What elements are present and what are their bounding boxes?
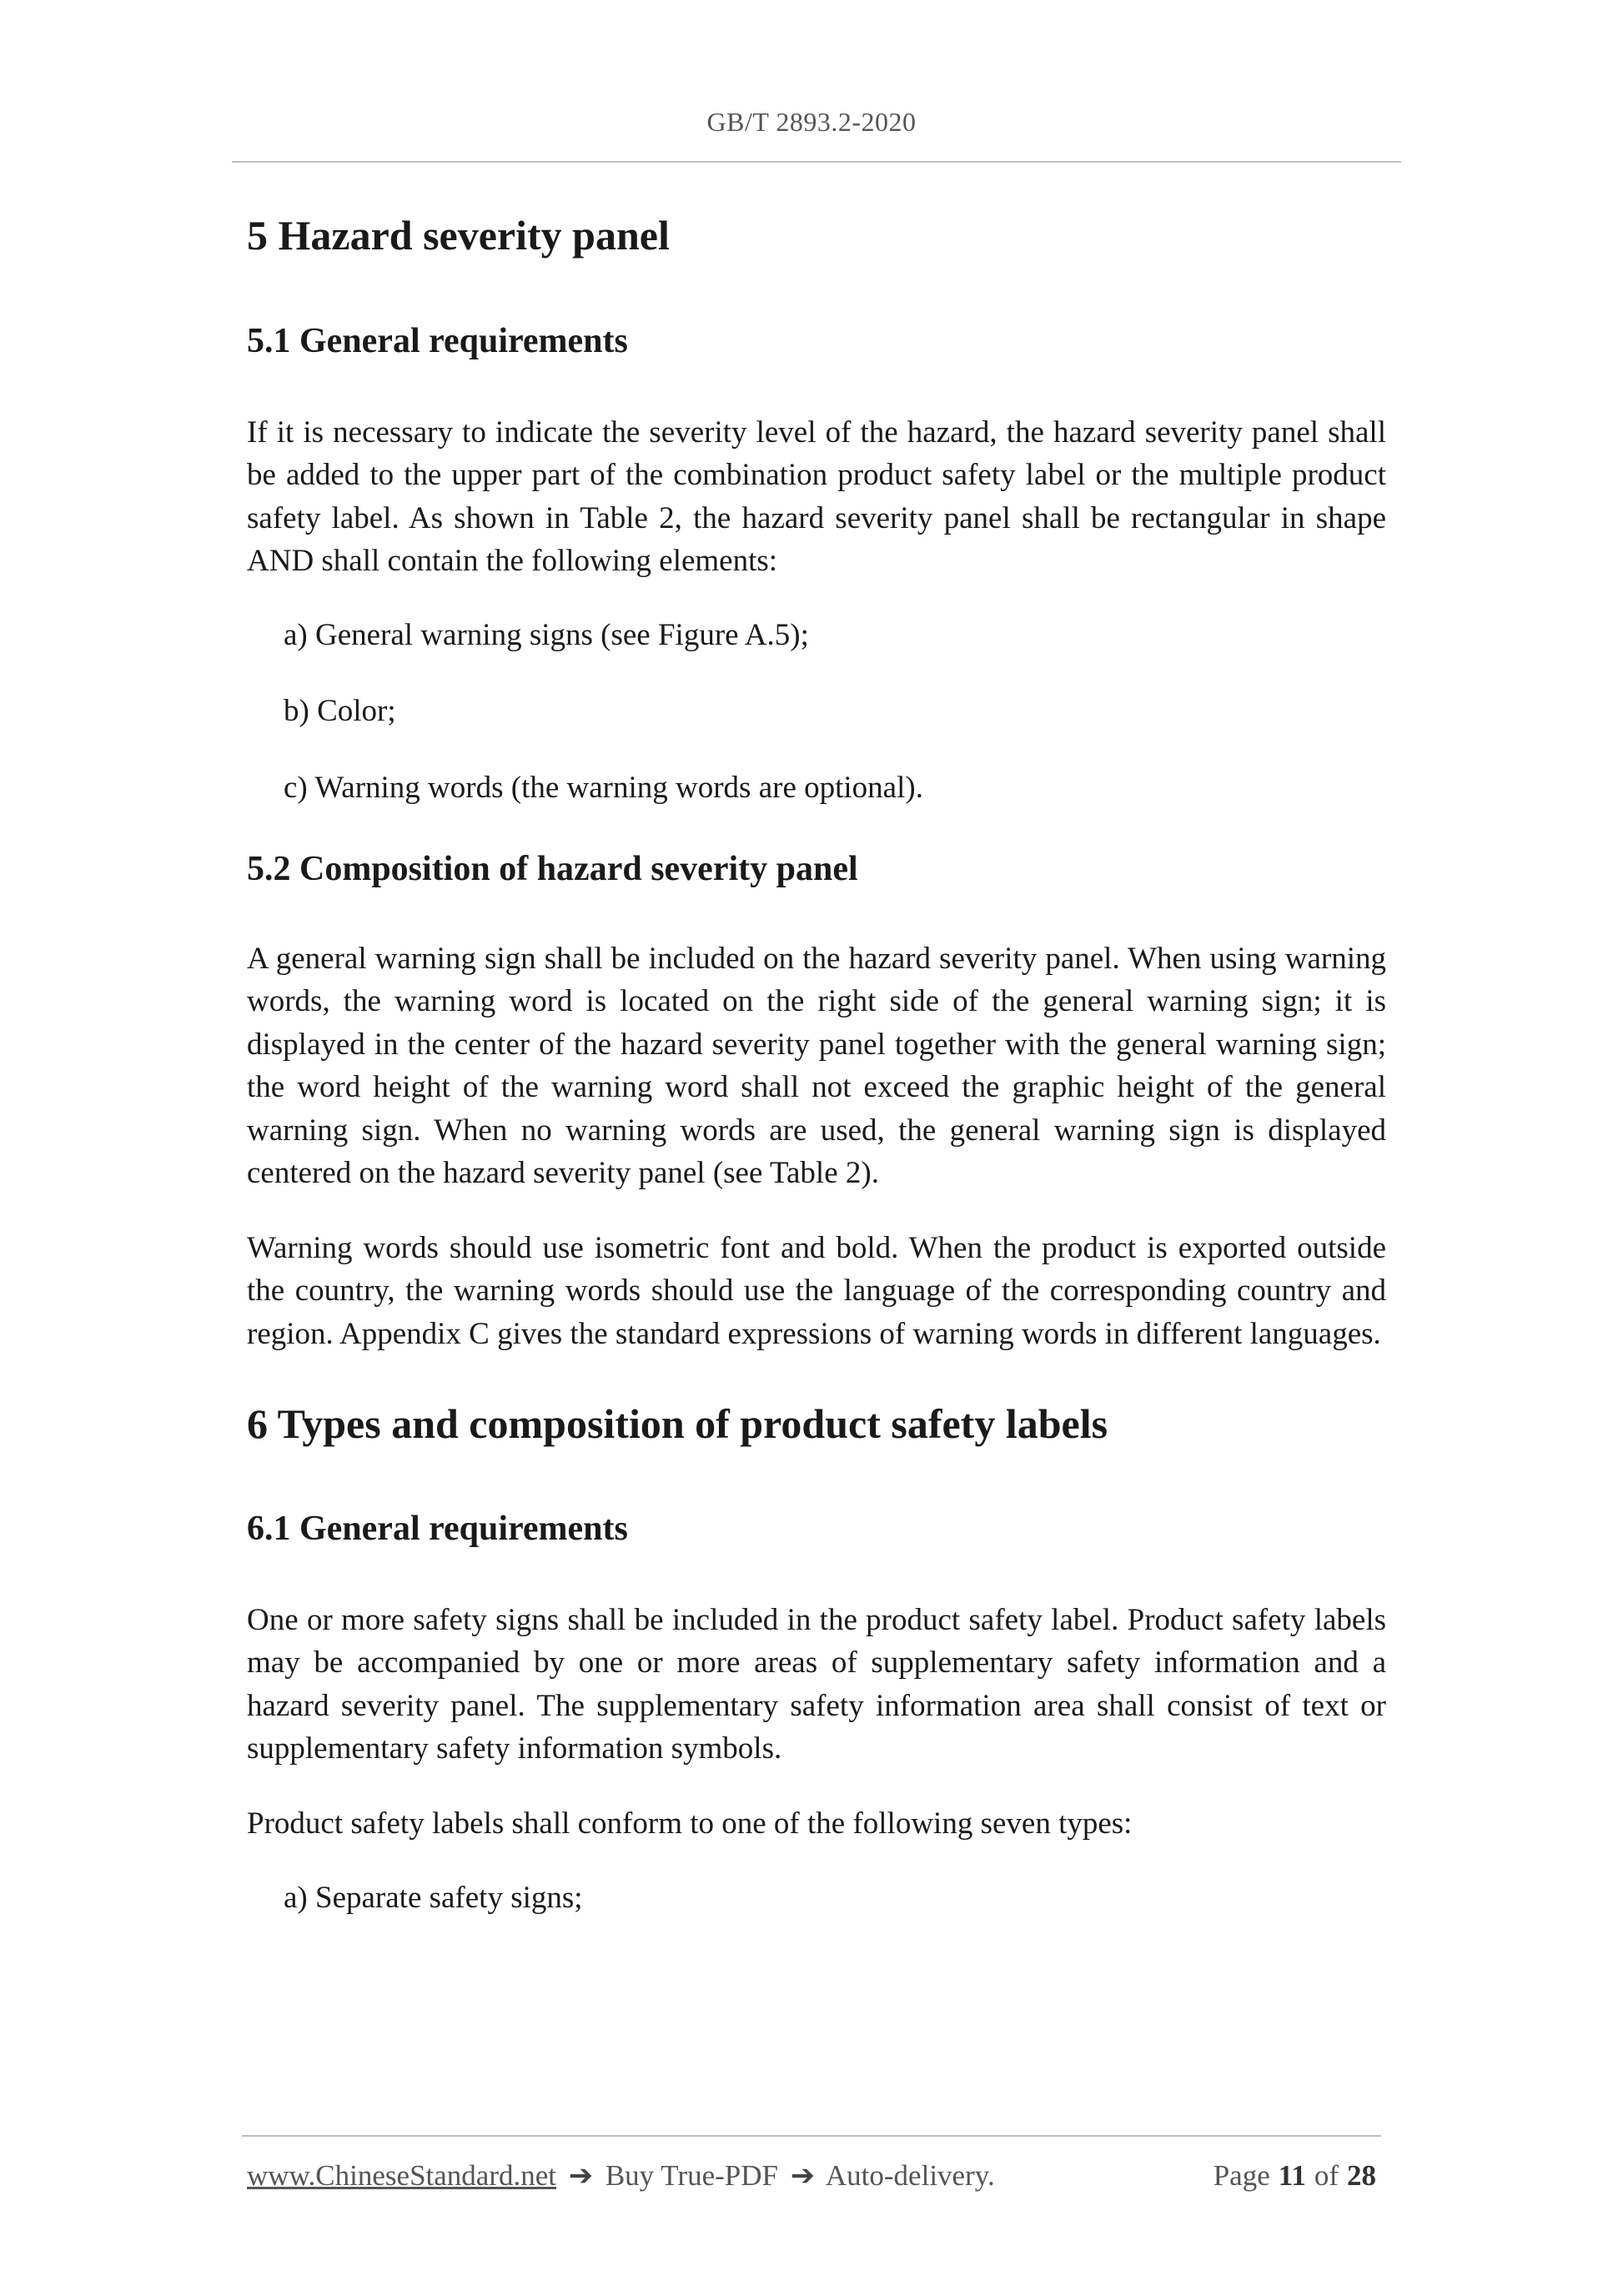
- section-5-2-paragraph-1: A general warning sign shall be included on the hazard severity panel. When using warning words, the warning word is located on the right side of the general warning sign; it is displayed in the center of the hazard severity panel together with the general warning sign; the word height of the warning word shall not exceed the graphic height of the general warning sign. When no warning words are used, the general warning sign is displayed centered on the hazard severity panel (see Table 2).: [247, 941, 1386, 1191]
- section-6-heading: 6 Types and composition of product safety labels: [247, 1400, 1108, 1448]
- list-item: c) Warning words (the warning words are optional).: [284, 770, 923, 805]
- document-body: [247, 208, 1386, 1920]
- total-pages: 28: [1347, 2159, 1376, 2192]
- section-6-1-heading: 6.1 General requirements: [247, 1510, 628, 1549]
- page-number: [1213, 2155, 1376, 2197]
- list-item: a) General warning signs (see Figure A.5);: [284, 617, 809, 652]
- arrow-right-icon: ➔: [790, 2159, 816, 2192]
- section-5-2-heading: 5.2 Composition of hazard severity panel: [247, 850, 858, 889]
- section-5-2-paragraph-2: Warning words should use isometric font and bold. When the product is exported outside the country, the warning words should use the language of the corresponding country and region. Appendix C gives the standard expressions of warning words in different languages.: [247, 1230, 1386, 1351]
- page-header: GB/T 2893.2-2020: [706, 107, 917, 137]
- website-link[interactable]: www.ChineseStandard.net: [247, 2159, 556, 2192]
- footer-divider: [242, 2135, 1381, 2137]
- section-5-heading: 5 Hazard severity panel: [247, 212, 670, 259]
- buy-pdf-text: Buy True-PDF: [605, 2159, 778, 2192]
- current-page: 11: [1278, 2159, 1306, 2192]
- section-5-1-paragraph: If it is necessary to indicate the severity level of the hazard, the hazard severity panel shall be added to the upper part of the combination product safety label or the multiple product safety label. As shown in Table 2, the hazard severity panel shall be rectangular in shape AND shall contain the following elements:: [247, 414, 1386, 579]
- footer-promo: [247, 2155, 995, 2197]
- section-5-1-heading: 5.1 General requirements: [247, 322, 628, 360]
- header-divider: [232, 161, 1401, 163]
- auto-delivery-text: Auto-delivery.: [825, 2159, 995, 2192]
- list-item: a) Separate safety signs;: [284, 1881, 583, 1916]
- list-item: b) Color;: [284, 694, 396, 729]
- section-6-1-paragraph-2: Product safety labels shall conform to one of the following seven types:: [247, 1806, 1133, 1841]
- of-label: of: [1314, 2159, 1339, 2192]
- page-label: Page: [1213, 2159, 1270, 2192]
- section-6-1-paragraph-1: One or more safety signs shall be included in the product safety label. Product safety labels may be accompanied by one or more areas of supplementary safety information and a hazard severity panel. The supplementary safety information area shall consist of text or supplementary safety information symbols.: [247, 1602, 1386, 1766]
- arrow-right-icon: ➔: [568, 2159, 594, 2192]
